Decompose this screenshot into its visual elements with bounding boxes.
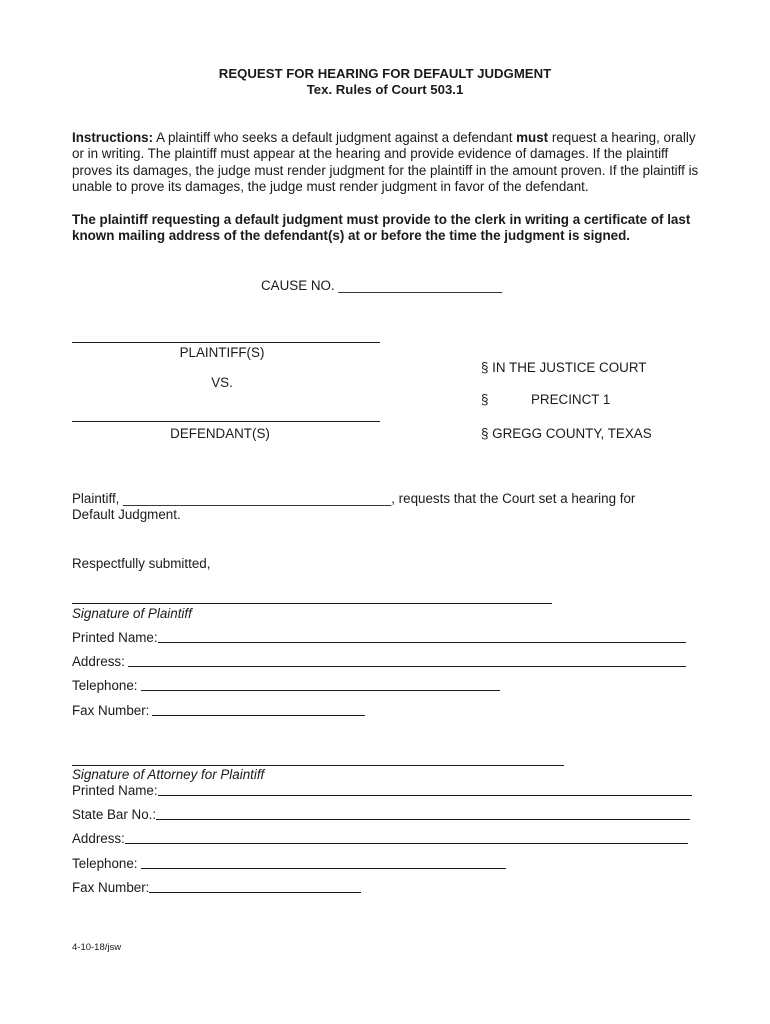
plaintiff-address-row bbox=[72, 653, 686, 669]
cause-number[interactable]: CAUSE NO. ______________________ bbox=[261, 278, 503, 293]
attorney-state-bar-label: State Bar No.: bbox=[72, 807, 157, 822]
plaintiff-telephone-field[interactable] bbox=[141, 677, 500, 691]
instructions-emphasis: must bbox=[516, 130, 549, 145]
attorney-address-label: Address: bbox=[72, 831, 125, 846]
request-line bbox=[72, 491, 635, 506]
plaintiff-telephone-row bbox=[72, 677, 500, 693]
plaintiff-fax-row bbox=[72, 702, 365, 718]
attorney-signature-line[interactable] bbox=[72, 765, 564, 766]
plaintiff-fax-field[interactable] bbox=[152, 702, 365, 716]
plaintiff-signature-line[interactable] bbox=[72, 603, 552, 604]
attorney-fax-row bbox=[72, 879, 361, 895]
attorney-state-bar-row bbox=[72, 806, 690, 822]
plaintiff-printed-name-field[interactable] bbox=[158, 629, 686, 643]
attorney-telephone-field[interactable] bbox=[141, 855, 506, 869]
attorney-printed-name-label: Printed Name: bbox=[72, 783, 158, 798]
instructions-text-2: request a hearing, orally or in writing. The plaintiff must appear at the hearing and provide evidence of damages. If the plaintiff proves its damages, the judge must render judgment for the plaintiff in the amount proven. If the plaintiff is unable to prove its damages, the judge must render judgment in favor of the defendant. bbox=[72, 130, 699, 195]
plaintiff-name-blank[interactable]: ____________________________________ bbox=[123, 491, 392, 506]
attorney-printed-name-row bbox=[72, 782, 692, 798]
court-line-county: § GREGG COUNTY, TEXAS bbox=[481, 426, 652, 441]
attorney-printed-name-field[interactable] bbox=[158, 782, 692, 796]
request-suffix: , requests that the Court set a hearing for bbox=[391, 491, 636, 506]
closing-text: Respectfully submitted, bbox=[72, 556, 211, 571]
instructions-label: Instructions: bbox=[72, 130, 154, 145]
instructions-paragraph bbox=[72, 130, 702, 196]
plaintiff-address-label: Address: bbox=[72, 654, 125, 669]
attorney-telephone-row bbox=[72, 855, 506, 871]
request-prefix: Plaintiff, bbox=[72, 491, 124, 506]
attorney-address-row bbox=[72, 830, 688, 846]
request-line-2: Default Judgment. bbox=[72, 507, 181, 522]
plaintiff-printed-name-row bbox=[72, 629, 686, 645]
defendant-label: DEFENDANT(S) bbox=[170, 426, 270, 441]
form-subtitle: Tex. Rules of Court 503.1 bbox=[306, 82, 464, 97]
attorney-telephone-label: Telephone: bbox=[72, 856, 138, 871]
attorney-address-field[interactable] bbox=[125, 830, 688, 844]
plaintiff-name-line[interactable] bbox=[72, 342, 380, 343]
defendant-name-line[interactable] bbox=[72, 421, 380, 422]
court-line-precinct-symbol: § bbox=[481, 392, 489, 407]
court-line-precinct: PRECINCT 1 bbox=[531, 392, 611, 407]
attorney-fax-field[interactable] bbox=[149, 879, 361, 893]
vs-label: VS. bbox=[211, 375, 233, 390]
plaintiff-label: PLAINTIFF(S) bbox=[179, 345, 265, 360]
plaintiff-address-field[interactable] bbox=[128, 653, 686, 667]
attorney-fax-label: Fax Number: bbox=[72, 880, 150, 895]
plaintiff-fax-label: Fax Number: bbox=[72, 703, 150, 718]
attorney-state-bar-field[interactable] bbox=[156, 806, 690, 820]
form-title: REQUEST FOR HEARING FOR DEFAULT JUDGMENT bbox=[218, 66, 552, 81]
plaintiff-telephone-label: Telephone: bbox=[72, 678, 138, 693]
revision-code: 4-10-18/jsw bbox=[72, 942, 122, 953]
plaintiff-printed-name-label: Printed Name: bbox=[72, 630, 158, 645]
court-line-justice: § IN THE JUSTICE COURT bbox=[481, 360, 647, 375]
attorney-signature-label: Signature of Attorney for Plaintiff bbox=[72, 767, 265, 782]
certificate-notice: The plaintiff requesting a default judgment must provide to the clerk in writing a certificate of last known mailing address of the defendant(s) at or before the time the judgment is signed. bbox=[72, 212, 691, 244]
instructions-text-1: A plaintiff who seeks a default judgment against a defendant bbox=[153, 130, 517, 145]
plaintiff-signature-label: Signature of Plaintiff bbox=[72, 606, 192, 621]
